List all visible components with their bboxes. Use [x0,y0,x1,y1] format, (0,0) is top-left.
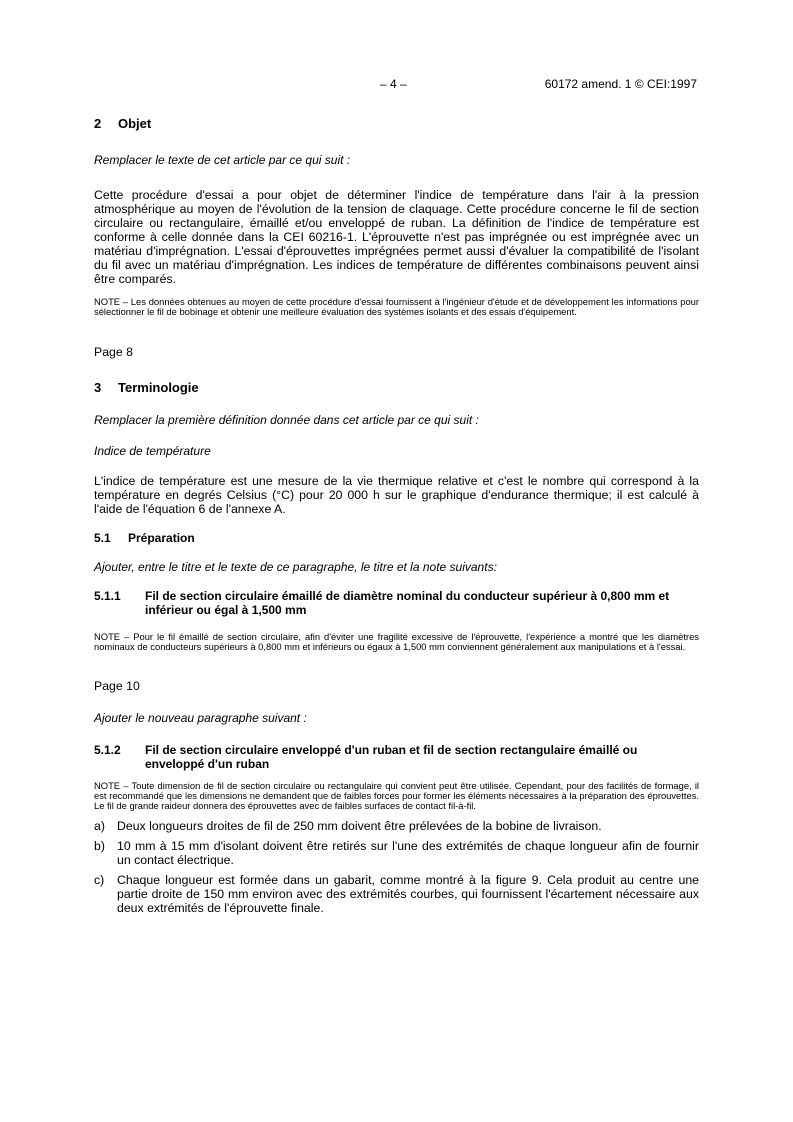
section-number: 3 [94,380,102,395]
instruction-text: Remplacer le texte de cet article par ce qui suit : [94,153,351,167]
instruction-text: Ajouter le nouveau paragraphe suivant : [94,711,307,725]
content [94,116,699,915]
term: Indice de température [94,444,211,458]
section-title: Fil de section circulaire émaillé de diamètre nominal du conducteur supérieur à 0,800 mm et inférieur ou égal à 1,500 mm [145,589,670,617]
note: NOTE – Toute dimension de fil de section circulaire ou rectangulaire qui convient peut être utilisée. Cependant, pour des facilités de formage, il est recommandé que les dimensions ne demandent que de faibles forces pour former les éléments nécessaires à la préparation des éprouvettes. Le fil de grande raideur donnera des éprouvettes avec de faibles surfaces de contact fil-à-fil. [94,780,699,811]
section-number: 5.1.2 [94,743,121,757]
section-number: 2 [94,116,102,131]
list-item-label: b) [94,839,105,853]
instruction-text: Ajouter, entre le titre et le texte de ce paragraphe, le titre et la note suivants: [94,560,497,574]
section-heading-5-1-2 [94,743,699,771]
section-heading-5-1-1 [94,589,699,617]
list-item [94,819,699,833]
instruction-text: Remplacer la première définition donnée dans cet article par ce qui suit : [94,413,479,427]
list-item-label: c) [94,873,105,887]
section-heading-3 [94,380,699,395]
section-heading-5-1 [94,531,699,545]
list-item-text: Deux longueurs droites de fil de 250 mm doivent être prélevées de la bobine de livraison. [117,819,602,833]
section-heading-2 [94,116,699,131]
section-number: 5.1.1 [94,589,121,603]
list-item [94,839,699,867]
page-reference: Page 8 [94,345,133,359]
list-item [94,873,699,915]
definition: L'indice de température est une mesure de la vie thermique relative et c'est le nombre qui correspond à la température en degrés Celsius (°C) pour 20 000 h sur le graphique d'endurance thermique; il est calculé à l'aide de l'équation 6 de l'annexe A. [94,474,699,516]
paragraph: Cette procédure d'essai a pour objet de déterminer l'indice de température dans l'air à la pression atmosphérique au moyen de l'évolution de la tension de claquage. Cette procédure concerne le fil de section circulaire ou rectangulaire, émaillé et/ou enveloppé de ruban. La définition de l'indice de température est conforme à celle donnée dans la CEI 60216-1. L'éprouvette n'est pas imprégnée ou est imprégnée avec un matériau d'imprégnation. L'essai d'éprouvettes imprégnées permet aussi d'évaluer la compatibilité de l'isolant du fil avec un matériau d'imprégnation. Les indices de température de différentes combinaisons peuvent ainsi être comparés. [94,188,699,286]
section-number: 5.1 [94,531,111,545]
page-reference: Page 10 [94,679,140,693]
list-item-text: 10 mm à 15 mm d'isolant doivent être retirés sur l'une des extrémités de chaque longueur afin de fournir un contact électrique. [117,839,699,867]
note: NOTE – Pour le fil émaillé de section circulaire, afin d'éviter une fragilité excessive de l'éprouvette, l'expérience a montré que les diamètres nominaux de conducteurs supérieurs à 0,800 mm et inférieurs ou égaux à 1,500 mm conviennent généralement aux manipulations et à l'essai. [94,631,699,652]
section-title: Objet [118,116,152,131]
section-title: Préparation [128,531,195,545]
page-number: – 4 – [380,77,407,91]
list-item-label: a) [94,819,105,833]
section-title: Fil de section circulaire enveloppé d'un ruban et fil de section rectangulaire émaillé ou enveloppé d'un ruban [145,743,638,771]
document-reference: 60172 amend. 1 © CEI:1997 [544,77,697,91]
list-item-text: Chaque longueur est formée dans un gabarit, comme montré à la figure 9. Cela produit au centre une partie droite de 150 mm environ avec des extrémités courbes, qui fournissent l'écartement nécessaire aux deux extrémités de l'éprouvette finale. [117,873,699,915]
note: NOTE – Les données obtenues au moyen de cette procédure d'essai fournissent à l'ingénieur d'étude et de développement les informations pour sélectionner le fil de bobinage et obtenir une meilleure évaluation des systèmes isolants et des essais d'équipement. [94,296,699,317]
section-title: Terminologie [118,380,199,395]
